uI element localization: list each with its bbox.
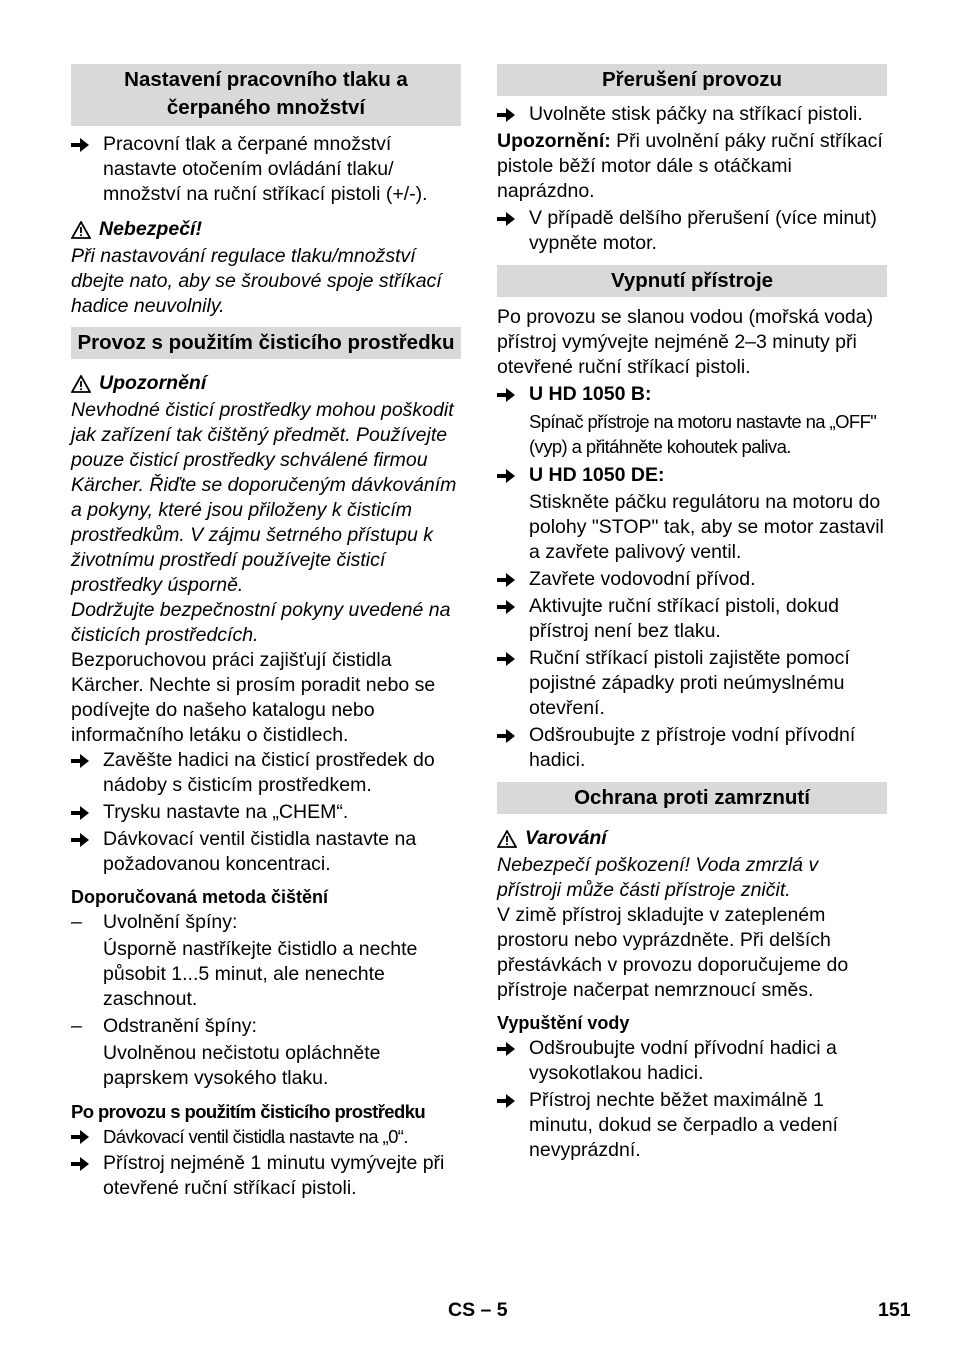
section-heading-interruption: Přerušení provozu (497, 64, 887, 96)
note-text: Při uvolnění páky ruční stříkací pistole běží motor dále s otáčkami naprázdno. (497, 130, 883, 202)
instruction-item (71, 748, 461, 798)
instruction-text: Přístroj nechte běžet maximálně 1 minutu, dokud se čerpadlo a vedení nevyprázdní. (529, 1089, 838, 1161)
dash-label: Odstranění špíny: (103, 1015, 257, 1037)
instruction-text: Pracovní tlak a čerpané množství nastavte otočením ovládání tlaku/ množství na ruční stříkací pistoli (+/-). (103, 133, 428, 205)
instruction-item (71, 1124, 461, 1149)
arrow-right-icon (71, 800, 103, 825)
arrow-right-icon (497, 1088, 529, 1163)
caution-warning (497, 826, 887, 851)
caution-warning (71, 371, 461, 396)
dash-text: Uvolněnou nečistotu opláchněte paprskem vysokého tlaku. (103, 1042, 381, 1089)
dash-label: Uvolnění špíny: (103, 911, 238, 933)
arrow-right-icon (497, 594, 529, 644)
footer-section-label: CS – 5 (448, 1299, 508, 1321)
instruction-label: U HD 1050 DE: (529, 464, 665, 486)
instruction-item (497, 206, 887, 256)
instruction-item (497, 594, 887, 644)
instruction-item (497, 463, 887, 488)
arrow-right-icon (497, 463, 529, 488)
instruction-item (71, 1151, 461, 1201)
instruction-text: Zavěšte hadici na čisticí prostředek do nádoby s čisticím prostředkem. (103, 749, 435, 796)
arrow-right-icon (497, 567, 529, 592)
instruction-text: Odšroubujte z přístroje vodní přívodní hadici. (529, 724, 856, 771)
instruction-detail: Spínač přístroje na motoru nastavte na „OFF" (vyp) a přitáhněte kohoutek paliva. (529, 411, 877, 457)
warning-title: Upozornění (99, 372, 207, 394)
warning-text: Dodržujte bezpečnostní pokyny uvedené na čisticích prostředcích. (71, 599, 451, 646)
instruction-item (71, 827, 461, 877)
warning-title: Nebezpečí! (99, 218, 202, 240)
warning-title: Varování (525, 827, 607, 849)
arrow-right-icon (71, 1124, 103, 1149)
dash-item (71, 1014, 461, 1039)
instruction-text: Zavřete vodovodní přívod. (529, 568, 756, 590)
paragraph: Po provozu se slanou vodou (mořská voda) přístroj vymývejte nejméně 2–3 minuty při otevřené ruční stříkací pistoli. (497, 306, 874, 378)
instruction-item (497, 723, 887, 773)
dash-item (71, 910, 461, 935)
warning-text: Při nastavování regulace tlaku/množství dbejte nato, aby se šroubové spoje stříkací hadice neuvolnily. (71, 245, 442, 317)
subheading: Doporučovaná metoda čištění (71, 887, 329, 907)
section-heading-frost: Ochrana proti zamrznutí (497, 782, 887, 814)
warning-triangle-icon (71, 375, 91, 393)
instruction-text: Dávkovací ventil čistidla nastavte na požadovanou koncentraci. (103, 828, 417, 875)
section-heading-detergent: Provoz s použitím čisticího prostředku (71, 327, 461, 359)
arrow-right-icon (497, 1036, 529, 1086)
arrow-right-icon (71, 1151, 103, 1201)
page-number: 151 (878, 1299, 911, 1321)
arrow-right-icon (71, 748, 103, 798)
section-heading-shutdown: Vypnutí přístroje (497, 265, 887, 297)
warning-text: Nebezpečí poškození! Voda zmrzlá v přístroji může části přístroje zničit. (497, 854, 819, 901)
paragraph: V zimě přístroj skladujte v zatepleném prostoru nebo vyprázdněte. Při delších přestávkách v provozu doporučujeme do přístroje načerpat nemrznoucí směs. (497, 904, 849, 1001)
dash-text: Úsporně nastříkejte čistidlo a nechte působit 1...5 minut, ale nenechte zaschnout. (103, 938, 418, 1010)
paragraph: Bezporuchovou práci zajišťují čistidla Kärcher. Nechte si prosím poradit nebo se podívejte do našeho katalogu nebo informačního letáku o čistidlech. (71, 649, 436, 746)
subheading: Po provozu s použitím čisticího prostředku (71, 1101, 426, 1122)
instruction-item (71, 132, 461, 207)
warning-text: Nevhodné čisticí prostředky mohou poškodit jak zařízení tak čištěný předmět. Používejte pouze čisticí prostředky schválené firmou Kärcher. Řiďte se doporučeným dávkováním a pokyny, které jsou přiloženy k čisticím prostředkům. V zájmu šetrného přístupu k životnímu prostředí používejte čisticí prostředky úsporně. (71, 399, 457, 596)
arrow-right-icon (71, 132, 103, 207)
arrow-right-icon (497, 102, 529, 127)
instruction-item (71, 800, 461, 825)
instruction-item (497, 1088, 887, 1163)
instruction-item (497, 1036, 887, 1086)
instruction-text: Dávkovací ventil čistidla nastavte na „0“. (103, 1126, 408, 1147)
note-paragraph (497, 129, 887, 204)
danger-warning (71, 217, 461, 242)
instruction-item (497, 382, 887, 407)
arrow-right-icon (497, 382, 529, 407)
arrow-right-icon (497, 206, 529, 256)
right-column (497, 64, 887, 1163)
arrow-right-icon (497, 646, 529, 721)
note-label: Upozornění: (497, 130, 611, 152)
warning-triangle-icon (497, 830, 517, 848)
instruction-item (497, 567, 887, 592)
warning-triangle-icon (71, 221, 91, 239)
dash-bullet: – (71, 911, 82, 933)
instruction-text: Aktivujte ruční stříkací pistoli, dokud přístroj není bez tlaku. (529, 595, 839, 642)
instruction-text: Přístroj nejméně 1 minutu vymývejte při otevřené ruční stříkací pistoli. (103, 1152, 445, 1199)
arrow-right-icon (497, 723, 529, 773)
section-heading-pressure: Nastavení pracovního tlaku a čerpaného množství (71, 64, 461, 126)
instruction-detail: Stiskněte páčku regulátoru na motoru do polohy "STOP" tak, aby se motor zastavil a zavřete palivový ventil. (529, 491, 884, 563)
instruction-text: Odšroubujte vodní přívodní hadici a vysokotlakou hadici. (529, 1037, 837, 1084)
instruction-item (497, 646, 887, 721)
dash-bullet: – (71, 1015, 82, 1037)
instruction-text: Uvolněte stisk páčky na stříkací pistoli. (529, 103, 863, 125)
left-column (71, 64, 461, 1201)
arrow-right-icon (71, 827, 103, 877)
instruction-text: Trysku nastavte na „CHEM“. (103, 801, 349, 823)
instruction-item (497, 102, 887, 127)
instruction-label: U HD 1050 B: (529, 383, 652, 405)
subheading: Vypuštění vody (497, 1013, 630, 1033)
instruction-text: V případě delšího přerušení (více minut) vypněte motor. (529, 207, 877, 254)
instruction-text: Ruční stříkací pistoli zajistěte pomocí pojistné západky proti neúmyslnému otevření. (529, 647, 850, 719)
